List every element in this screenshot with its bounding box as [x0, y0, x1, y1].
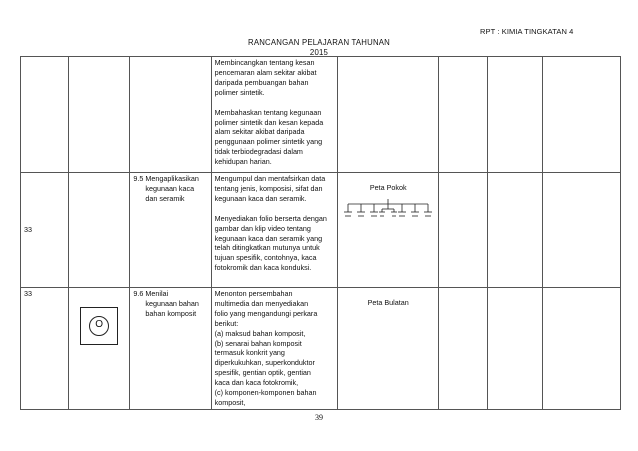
thinking-tool-cell [338, 57, 439, 173]
activity-line: multimedia dan menyediakan [214, 298, 309, 308]
outcome-text: Menilai [145, 289, 169, 298]
activity-line: termasuk konkrit yang [214, 348, 285, 358]
table-row [21, 57, 621, 173]
outcome-text: kegunaan bahan [145, 298, 199, 308]
activity-text: Mengumpul dan mentafsirkan data tentang jenis, komposisi, sifat dan kegunaan kaca dan seramik. [214, 174, 326, 203]
document-year: 2015 [309, 48, 329, 57]
outcome-text: bahan komposit [145, 308, 197, 318]
thinking-tool-label: Peta Pokok [369, 183, 407, 192]
activity-line: spesifik, gentian optik, gentian [214, 368, 311, 378]
icon-cell [69, 173, 130, 288]
outcome-cell [130, 173, 211, 288]
icon-cell [69, 288, 130, 410]
empty-cell [439, 57, 487, 173]
activity-line: (c) komponen-komponen bahan [214, 388, 317, 398]
empty-cell [542, 173, 620, 288]
empty-cell [542, 288, 620, 410]
activity-line: berikut: [214, 318, 239, 328]
empty-cell [487, 288, 542, 410]
outcome-cell [130, 57, 211, 173]
circle-map-icon [80, 307, 118, 345]
activity-line: komposit, [214, 397, 246, 407]
week-cell [21, 288, 69, 410]
outcome-text: Mengaplikasikan [145, 174, 199, 183]
activity-line: (a) maksud bahan komposit, [214, 328, 306, 338]
thinking-tool-cell [338, 288, 439, 410]
activity-cell [211, 173, 337, 288]
table-row [21, 288, 621, 410]
activity-line: diperkukuhkan, superkonduktor [214, 358, 315, 368]
outcome-text: kegunaan kaca [145, 183, 195, 193]
empty-cell [542, 57, 620, 173]
circle-map-symbol: O [95, 319, 104, 330]
thinking-tool-label: Peta Bulatan [367, 298, 409, 307]
activity-line: Menonton persembahan [214, 289, 293, 298]
activity-line: folio yang mengandungi perkara [214, 308, 318, 318]
activity-text: Membincangkan tentang kesan pencemaran alam sekitar akibat daripada pembuangan bahan polimer sintetik. [214, 58, 317, 97]
page-number: 39 [315, 413, 323, 422]
document-title: RANCANGAN PELAJARAN TAHUNAN [247, 38, 391, 47]
empty-cell [439, 288, 487, 410]
outcome-cell [130, 288, 211, 410]
empty-cell [487, 173, 542, 288]
activity-cell [211, 288, 337, 410]
week-cell [21, 173, 69, 288]
activity-text: Menyediakan folio berserta dengan gambar dan klip video tentang kegunaan kaca dan seramik yang telah ditingkatkan mutunya untuk tujuan spesifik, contohnya, kaca fotokromik dan kaca konduksi. [214, 213, 327, 273]
empty-cell [487, 57, 542, 173]
icon-cell [69, 57, 130, 173]
week-cell [21, 57, 69, 173]
document-code: RPT : KIMIA TINGKATAN 4 [480, 27, 574, 36]
week-number: 33 [24, 289, 32, 298]
thinking-tool-cell [338, 173, 439, 288]
outcome-text: dan seramik [145, 193, 185, 203]
activity-line: kaca dan kaca fotokromik, [214, 378, 299, 388]
table-row [21, 173, 621, 288]
activity-text: Membahaskan tentang kegunaan polimer sintetik dan kesan kepada alam sekitar akibat daripada penggunaan polimer sintetik yang tidak terbiodegradasi dalam kehidupan harian. [214, 107, 324, 167]
outcome-number: 9.5 [133, 174, 144, 183]
lesson-plan-table [20, 56, 621, 410]
activity-cell [211, 57, 337, 173]
activity-line: (b) senarai bahan komposit [214, 338, 302, 348]
empty-cell [439, 173, 487, 288]
tree-map-icon [342, 198, 434, 224]
week-number: 33 [24, 225, 32, 235]
outcome-number: 9.6 [133, 289, 144, 298]
